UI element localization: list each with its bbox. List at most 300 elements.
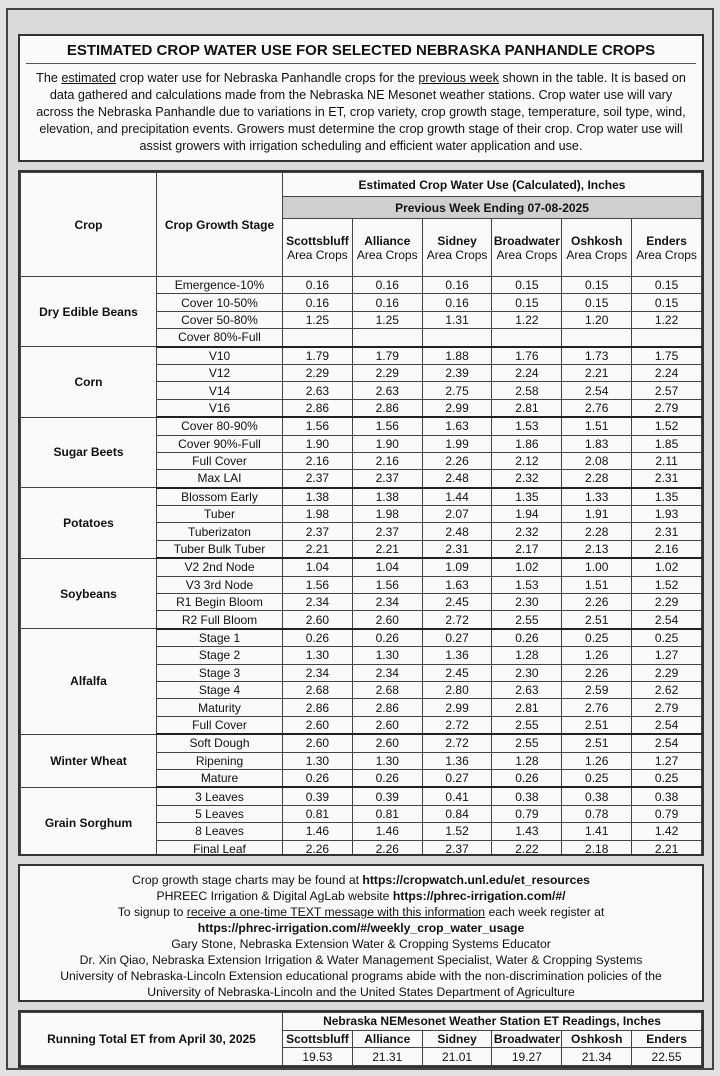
water-use-value-cell: 0.16 — [422, 294, 492, 311]
table-row — [21, 734, 702, 752]
water-use-value-cell: 1.25 — [283, 311, 353, 328]
footer-line-charts — [20, 872, 702, 888]
location-name: Enders — [646, 233, 687, 248]
water-use-value-cell — [562, 329, 632, 347]
area-crops-label: Area Crops — [426, 247, 488, 262]
water-use-value-cell: 1.63 — [422, 417, 492, 435]
water-use-value-cell: 1.30 — [283, 752, 353, 769]
water-use-value-cell: 0.15 — [632, 294, 702, 311]
table-row — [21, 417, 702, 435]
water-use-value-cell: 1.09 — [422, 558, 492, 576]
water-use-value-cell: 1.31 — [422, 311, 492, 328]
water-use-value-cell: 2.32 — [492, 470, 562, 488]
growth-stage-cell: Stage 4 — [157, 681, 283, 698]
water-use-value-cell: 1.90 — [283, 435, 353, 452]
water-use-value-cell: 1.51 — [562, 576, 632, 593]
area-crops-label: Area Crops — [287, 247, 348, 262]
water-use-value-cell: 0.81 — [352, 805, 422, 822]
crop-name-cell: Grain Sorghum — [21, 787, 157, 856]
growth-stage-cell: Stage 3 — [157, 664, 283, 681]
location-name: Sidney — [437, 233, 477, 248]
water-use-value-cell: 2.31 — [422, 540, 492, 558]
water-use-value-cell: 0.26 — [283, 629, 353, 647]
water-use-value-cell: 2.18 — [562, 840, 632, 856]
weekly-usage-link[interactable]: https://phrec-irrigation.com/#/weekly_crop_water_usage — [197, 921, 525, 935]
growth-stage-cell: Cover 80%-Full — [157, 329, 283, 347]
growth-stage-cell: V16 — [157, 399, 283, 417]
growth-stage-cell: V12 — [157, 364, 283, 381]
footer-line-policy-2: University of Nebraska-Lincoln and the United States Department of Agriculture — [147, 985, 575, 999]
water-use-value-cell: 1.26 — [562, 752, 632, 769]
water-use-value-cell: 2.29 — [283, 364, 353, 381]
water-use-value-cell: 1.76 — [492, 347, 562, 365]
growth-stage-cell: Full Cover — [157, 452, 283, 469]
water-use-value-cell: 1.36 — [422, 752, 492, 769]
water-use-value-cell: 2.39 — [422, 364, 492, 381]
crop-name-cell: Potatoes — [21, 488, 157, 559]
water-use-value-cell: 2.07 — [422, 506, 492, 523]
crop-name-cell: Winter Wheat — [21, 734, 157, 787]
water-use-value-cell: 2.26 — [283, 840, 353, 856]
water-use-value-cell: 2.31 — [632, 523, 702, 540]
growth-stage-cell: 5 Leaves — [157, 805, 283, 822]
water-use-value-cell: 0.79 — [492, 805, 562, 822]
crop-column-header: Crop — [21, 173, 157, 277]
water-use-value-cell: 1.90 — [352, 435, 422, 452]
water-use-value-cell: 1.52 — [632, 576, 702, 593]
water-use-value-cell: 1.75 — [632, 347, 702, 365]
header-box — [18, 34, 704, 162]
water-use-value-cell: 1.79 — [352, 347, 422, 365]
water-use-value-cell: 2.63 — [352, 382, 422, 399]
location-header — [492, 219, 562, 277]
location-header — [562, 219, 632, 277]
intro-paragraph — [20, 64, 702, 155]
water-use-value-cell: 2.26 — [562, 594, 632, 611]
report-sheet — [6, 8, 714, 1070]
running-total-location: Broadwater — [493, 1031, 560, 1046]
water-use-value-cell: 0.26 — [492, 629, 562, 647]
water-use-value-cell: 1.52 — [632, 417, 702, 435]
footer-box — [18, 864, 704, 1002]
water-use-value-cell: 2.60 — [283, 716, 353, 734]
intro-text-1: The — [36, 71, 62, 85]
water-use-value-cell: 2.30 — [492, 594, 562, 611]
water-use-value-cell: 2.63 — [283, 382, 353, 399]
running-total-location: Alliance — [352, 1030, 422, 1048]
water-use-value-cell: 2.68 — [283, 681, 353, 698]
intro-text-3: shown in the table. It is based on data gathered and calculations made from the Nebraska NE Mesonet weather stations. Crop water use will vary across the Nebraska Panhandle due to variations in ET, crop variety, crop growth stage, temperature, soil type, wind, elevation, and precipitation events. Growers must determine the crop growth stage of their crop. Crop water use will assist growers with irrigation scheduling and efficient water application and use. — [36, 71, 686, 153]
table-row — [21, 347, 702, 365]
water-use-value-cell: 2.21 — [562, 364, 632, 381]
growth-stage-cell: V10 — [157, 347, 283, 365]
footer-line-register — [20, 920, 702, 936]
water-use-value-cell: 0.25 — [562, 769, 632, 787]
water-use-value-cell: 2.28 — [562, 470, 632, 488]
water-use-value-cell: 2.63 — [492, 681, 562, 698]
growth-stage-cell: Cover 10-50% — [157, 294, 283, 311]
water-use-value-cell: 1.46 — [352, 823, 422, 840]
table-row — [21, 787, 702, 805]
water-use-value-cell: 2.12 — [492, 452, 562, 469]
crop-name-cell: Sugar Beets — [21, 417, 157, 488]
water-use-value-cell: 2.99 — [422, 699, 492, 716]
water-use-value-cell: 1.04 — [283, 558, 353, 576]
running-total-header: Nebraska NEMesonet Weather Station ET Readings, Inches — [283, 1013, 702, 1031]
water-use-table — [20, 172, 702, 856]
growth-stage-cell: Tuber — [157, 506, 283, 523]
water-use-value-cell: 0.27 — [422, 629, 492, 647]
running-total-value: 21.31 — [352, 1048, 422, 1066]
water-use-value-cell: 0.26 — [352, 629, 422, 647]
water-use-value-cell: 1.38 — [352, 488, 422, 506]
signup-underline: receive a one-time TEXT message with this information — [186, 905, 486, 919]
stage-column-header: Crop Growth Stage — [157, 173, 283, 277]
water-use-value-cell: 0.41 — [422, 787, 492, 805]
water-use-value-cell: 1.56 — [283, 417, 353, 435]
water-use-value-cell: 2.11 — [632, 452, 702, 469]
water-use-value-cell: 1.53 — [492, 576, 562, 593]
location-name: Scottsbluff — [286, 233, 349, 248]
water-use-value-cell: 1.73 — [562, 347, 632, 365]
water-use-value-cell: 2.16 — [352, 452, 422, 469]
footer-line-policy-1: University of Nebraska-Lincoln Extension educational programs abide with the non-discrimination policies of the — [60, 969, 662, 983]
water-use-value-cell: 1.20 — [562, 311, 632, 328]
water-use-value-cell: 0.38 — [562, 787, 632, 805]
water-use-value-cell: 0.78 — [562, 805, 632, 822]
water-use-value-cell: 1.91 — [562, 506, 632, 523]
location-name: Oshkosh — [571, 233, 623, 248]
growth-stage-cell: Full Cover — [157, 716, 283, 734]
water-use-value-cell: 1.83 — [562, 435, 632, 452]
phrec-link[interactable]: https://phrec-irrigation.com/#/ — [392, 889, 566, 903]
running-total-location: Enders — [632, 1030, 702, 1048]
water-use-value-cell: 2.21 — [283, 540, 353, 558]
growth-stage-cell: Max LAI — [157, 470, 283, 488]
water-use-value-cell: 2.30 — [492, 664, 562, 681]
water-use-value-cell: 2.21 — [352, 540, 422, 558]
water-use-value-cell: 2.54 — [562, 382, 632, 399]
water-use-value-cell: 2.86 — [283, 699, 353, 716]
water-use-value-cell: 0.38 — [492, 787, 562, 805]
water-use-value-cell: 1.30 — [283, 647, 353, 664]
water-use-value-cell: 0.16 — [422, 277, 492, 294]
water-use-value-cell: 2.86 — [352, 399, 422, 417]
water-use-value-cell: 2.55 — [492, 611, 562, 629]
water-use-value-cell: 2.29 — [632, 594, 702, 611]
water-use-value-cell: 0.16 — [352, 294, 422, 311]
water-use-value-cell: 1.36 — [422, 647, 492, 664]
water-use-value-cell: 2.17 — [492, 540, 562, 558]
water-use-value-cell: 2.16 — [632, 540, 702, 558]
water-use-value-cell: 2.75 — [422, 382, 492, 399]
group-header: Estimated Crop Water Use (Calculated), Inches — [283, 173, 702, 197]
water-use-value-cell: 2.37 — [352, 523, 422, 540]
growth-stage-cell: Tuberizaton — [157, 523, 283, 540]
running-total-value: 19.27 — [492, 1048, 562, 1066]
water-use-value-cell: 2.37 — [283, 470, 353, 488]
table-row — [21, 558, 702, 576]
page-title: ESTIMATED CROP WATER USE FOR SELECTED NEBRASKA PANHANDLE CROPS — [26, 36, 696, 64]
water-use-value-cell: 2.26 — [422, 452, 492, 469]
water-use-value-cell: 2.58 — [492, 382, 562, 399]
water-use-value-cell: 1.56 — [352, 576, 422, 593]
growth-stage-cell: V3 3rd Node — [157, 576, 283, 593]
water-use-value-cell: 0.39 — [283, 787, 353, 805]
water-use-value-cell: 1.44 — [422, 488, 492, 506]
water-use-value-cell: 2.28 — [562, 523, 632, 540]
table-row — [21, 488, 702, 506]
water-use-value-cell: 2.55 — [492, 716, 562, 734]
table-row — [21, 277, 702, 294]
water-use-value-cell: 0.26 — [283, 769, 353, 787]
water-use-value-cell: 1.46 — [283, 823, 353, 840]
crop-name-cell: Alfalfa — [21, 629, 157, 734]
crop-name-cell: Soybeans — [21, 558, 157, 629]
intro-underline-previous-week: previous week — [418, 71, 499, 85]
water-use-value-cell: 2.76 — [562, 399, 632, 417]
water-use-value-cell: 0.15 — [562, 294, 632, 311]
water-use-value-cell: 1.30 — [352, 752, 422, 769]
water-use-value-cell: 1.41 — [562, 823, 632, 840]
water-use-value-cell: 2.81 — [492, 399, 562, 417]
footer-line-author-2: Dr. Xin Qiao, Nebraska Extension Irrigation & Water Management Specialist, Water & Cropping Systems — [79, 953, 643, 967]
location-name: Alliance — [364, 233, 411, 248]
growth-stage-cell: Mature — [157, 769, 283, 787]
water-use-value-cell: 2.08 — [562, 452, 632, 469]
water-use-value-cell: 1.28 — [492, 647, 562, 664]
water-use-value-cell: 1.35 — [492, 488, 562, 506]
water-use-value-cell: 2.16 — [283, 452, 353, 469]
cropwatch-link[interactable]: https://cropwatch.unl.edu/et_resources — [362, 873, 590, 887]
water-use-value-cell: 2.26 — [352, 840, 422, 856]
water-use-value-cell: 2.54 — [632, 716, 702, 734]
water-use-value-cell: 2.79 — [632, 699, 702, 716]
water-use-value-cell: 0.15 — [492, 294, 562, 311]
water-use-value-cell: 2.60 — [352, 734, 422, 752]
water-use-value-cell: 1.33 — [562, 488, 632, 506]
running-total-table — [20, 1012, 702, 1066]
intro-text-2: crop water use for Nebraska Panhandle crops for the — [115, 71, 419, 85]
footer-text: each week register at — [485, 905, 605, 919]
water-use-value-cell: 2.34 — [283, 664, 353, 681]
water-use-value-cell: 2.80 — [422, 681, 492, 698]
growth-stage-cell: Emergence-10% — [157, 277, 283, 294]
running-total-location: Scottsbluff — [283, 1030, 353, 1048]
water-use-value-cell: 2.45 — [422, 594, 492, 611]
water-use-value-cell — [352, 329, 422, 347]
table-row — [21, 629, 702, 647]
footer-text: Crop growth stage charts may be found at — [132, 873, 363, 887]
water-use-value-cell: 2.54 — [632, 734, 702, 752]
water-use-value-cell: 2.54 — [632, 611, 702, 629]
growth-stage-cell: R2 Full Bloom — [157, 611, 283, 629]
water-use-value-cell: 2.62 — [632, 681, 702, 698]
growth-stage-cell: Cover 50-80% — [157, 311, 283, 328]
water-use-value-cell: 2.45 — [422, 664, 492, 681]
water-use-value-cell: 2.29 — [352, 364, 422, 381]
water-use-value-cell: 0.16 — [283, 277, 353, 294]
water-use-value-cell: 1.22 — [492, 311, 562, 328]
footer-line-signup — [20, 904, 702, 920]
table-body — [21, 277, 702, 857]
water-use-value-cell: 0.81 — [283, 805, 353, 822]
growth-stage-cell: Cover 80-90% — [157, 417, 283, 435]
growth-stage-cell: Stage 2 — [157, 647, 283, 664]
water-use-value-cell: 2.34 — [352, 664, 422, 681]
water-use-value-cell: 0.16 — [352, 277, 422, 294]
water-use-value-cell: 2.51 — [562, 716, 632, 734]
water-use-value-cell: 1.51 — [562, 417, 632, 435]
water-use-value-cell: 2.22 — [492, 840, 562, 856]
water-use-value-cell: 2.99 — [422, 399, 492, 417]
water-use-value-cell: 2.60 — [352, 611, 422, 629]
water-use-value-cell: 2.72 — [422, 716, 492, 734]
water-use-value-cell: 2.48 — [422, 470, 492, 488]
water-use-value-cell — [632, 329, 702, 347]
water-use-value-cell: 1.79 — [283, 347, 353, 365]
water-use-value-cell: 0.79 — [632, 805, 702, 822]
growth-stage-cell: Tuber Bulk Tuber — [157, 540, 283, 558]
water-use-value-cell: 1.52 — [422, 823, 492, 840]
running-total-box — [18, 1010, 704, 1068]
growth-stage-cell: Ripening — [157, 752, 283, 769]
water-use-table-box — [18, 170, 704, 856]
water-use-value-cell: 1.86 — [492, 435, 562, 452]
water-use-value-cell: 0.25 — [562, 629, 632, 647]
running-total-location: Oshkosh — [562, 1030, 632, 1048]
water-use-value-cell: 2.72 — [422, 734, 492, 752]
water-use-value-cell: 2.86 — [283, 399, 353, 417]
water-use-value-cell: 2.34 — [283, 594, 353, 611]
water-use-value-cell: 1.42 — [632, 823, 702, 840]
water-use-value-cell: 1.63 — [422, 576, 492, 593]
growth-stage-cell: 3 Leaves — [157, 787, 283, 805]
water-use-value-cell: 1.02 — [632, 558, 702, 576]
water-use-value-cell: 1.43 — [492, 823, 562, 840]
area-crops-label: Area Crops — [496, 247, 558, 262]
water-use-value-cell: 2.76 — [562, 699, 632, 716]
water-use-value-cell: 1.30 — [352, 647, 422, 664]
water-use-value-cell: 2.79 — [632, 399, 702, 417]
location-header — [352, 219, 422, 277]
week-header: Previous Week Ending 07-08-2025 — [283, 197, 702, 219]
footer-text: PHREEC Irrigation & Digital AgLab website — [156, 889, 393, 903]
water-use-value-cell: 0.15 — [632, 277, 702, 294]
water-use-value-cell: 1.56 — [352, 417, 422, 435]
water-use-value-cell: 2.26 — [562, 664, 632, 681]
running-total-value: 21.34 — [562, 1048, 632, 1066]
water-use-value-cell: 1.26 — [562, 647, 632, 664]
water-use-value-cell: 2.13 — [562, 540, 632, 558]
water-use-value-cell: 1.00 — [562, 558, 632, 576]
water-use-value-cell: 2.32 — [492, 523, 562, 540]
footer-line-author-1: Gary Stone, Nebraska Extension Water & Cropping Systems Educator — [171, 937, 551, 951]
water-use-value-cell: 2.60 — [283, 611, 353, 629]
water-use-value-cell: 1.22 — [632, 311, 702, 328]
water-use-value-cell: 0.27 — [422, 769, 492, 787]
water-use-value-cell: 2.59 — [562, 681, 632, 698]
water-use-value-cell: 2.24 — [492, 364, 562, 381]
water-use-value-cell: 0.15 — [562, 277, 632, 294]
running-total-label: Running Total ET from April 30, 2025 — [21, 1013, 283, 1066]
crop-name-cell: Dry Edible Beans — [21, 277, 157, 347]
location-name: Broadwater — [493, 233, 560, 248]
growth-stage-cell: Maturity — [157, 699, 283, 716]
water-use-value-cell: 2.31 — [632, 470, 702, 488]
water-use-value-cell: 2.60 — [352, 716, 422, 734]
water-use-value-cell: 1.53 — [492, 417, 562, 435]
growth-stage-cell: V2 2nd Node — [157, 558, 283, 576]
growth-stage-cell: Final Leaf — [157, 840, 283, 856]
footer-text: To signup to — [117, 905, 187, 919]
water-use-value-cell: 0.26 — [492, 769, 562, 787]
area-crops-label: Area Crops — [356, 247, 418, 262]
water-use-value-cell: 1.04 — [352, 558, 422, 576]
water-use-value-cell: 1.38 — [283, 488, 353, 506]
water-use-value-cell: 0.84 — [422, 805, 492, 822]
intro-underline-estimated: estimated — [61, 71, 116, 85]
water-use-value-cell: 2.37 — [422, 840, 492, 856]
water-use-value-cell — [283, 329, 353, 347]
water-use-value-cell: 1.93 — [632, 506, 702, 523]
growth-stage-cell: Stage 1 — [157, 629, 283, 647]
water-use-value-cell: 2.34 — [352, 594, 422, 611]
location-header — [283, 219, 353, 277]
location-header — [422, 219, 492, 277]
water-use-value-cell: 0.25 — [632, 629, 702, 647]
water-use-value-cell: 1.85 — [632, 435, 702, 452]
water-use-value-cell: 2.21 — [632, 840, 702, 856]
footer-line-phreec — [20, 888, 702, 904]
water-use-value-cell: 2.68 — [352, 681, 422, 698]
running-total-value: 22.55 — [632, 1048, 702, 1066]
water-use-value-cell: 2.51 — [562, 611, 632, 629]
water-use-value-cell: 0.39 — [352, 787, 422, 805]
water-use-value-cell: 2.51 — [562, 734, 632, 752]
water-use-value-cell: 1.27 — [632, 647, 702, 664]
water-use-value-cell: 1.56 — [283, 576, 353, 593]
growth-stage-cell: V14 — [157, 382, 283, 399]
crop-name-cell: Corn — [21, 347, 157, 418]
water-use-value-cell: 0.38 — [632, 787, 702, 805]
water-use-value-cell: 0.26 — [352, 769, 422, 787]
water-use-value-cell: 2.86 — [352, 699, 422, 716]
location-header — [632, 219, 702, 277]
area-crops-label: Area Crops — [636, 247, 697, 262]
water-use-value-cell: 1.35 — [632, 488, 702, 506]
water-use-value-cell — [422, 329, 492, 347]
water-use-value-cell: 2.72 — [422, 611, 492, 629]
water-use-value-cell: 1.99 — [422, 435, 492, 452]
water-use-value-cell: 1.98 — [283, 506, 353, 523]
running-total-location: Sidney — [422, 1030, 492, 1048]
water-use-value-cell: 1.98 — [352, 506, 422, 523]
water-use-value-cell: 2.37 — [352, 470, 422, 488]
water-use-value-cell: 2.57 — [632, 382, 702, 399]
running-total-value: 21.01 — [422, 1048, 492, 1066]
water-use-value-cell: 1.25 — [352, 311, 422, 328]
water-use-value-cell: 2.37 — [283, 523, 353, 540]
area-crops-label: Area Crops — [566, 247, 628, 262]
water-use-value-cell: 0.15 — [492, 277, 562, 294]
water-use-value-cell: 2.48 — [422, 523, 492, 540]
growth-stage-cell: 8 Leaves — [157, 823, 283, 840]
water-use-value-cell: 2.60 — [283, 734, 353, 752]
water-use-value-cell: 1.02 — [492, 558, 562, 576]
water-use-value-cell: 1.27 — [632, 752, 702, 769]
growth-stage-cell: Blossom Early — [157, 488, 283, 506]
